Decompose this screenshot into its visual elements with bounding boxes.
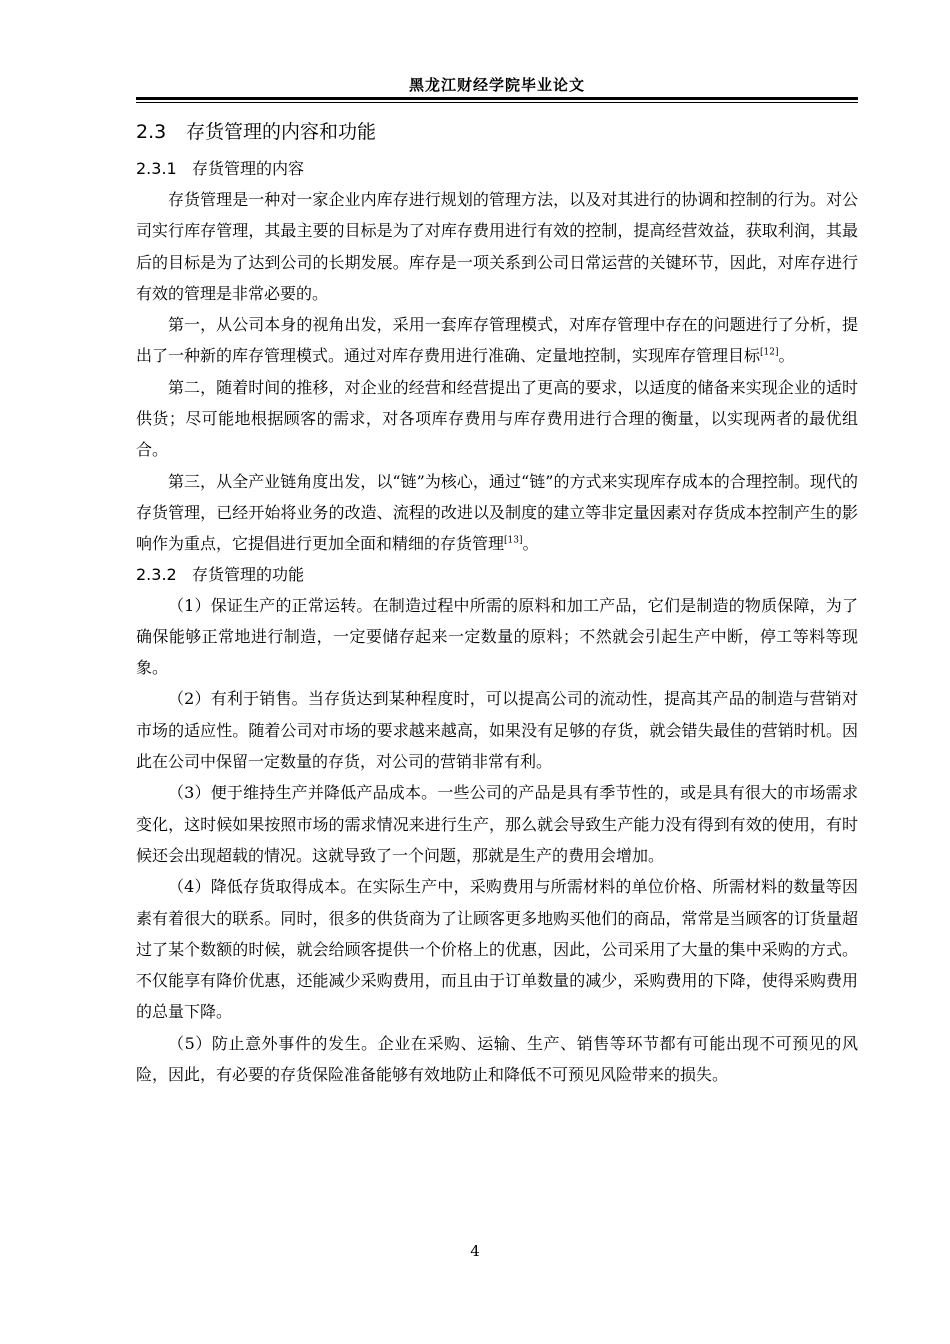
end-mark: 。: [522, 534, 539, 554]
subsection-heading-function: [136, 560, 858, 590]
paragraph-text: 第三，从全产业链角度出发，以“链”为核心，通过“链”的方式来实现库存成本的合理控制。现代的存货管理，已经开始将业务的改造、流程的改进以及制度的建立等非定量因素对存货成本控制产生的影响作为重点，它提倡进行更加全面和精细的存货管理: [136, 471, 858, 554]
citation: [13]: [504, 535, 523, 546]
running-header: 黑龙江财经学院毕业论文: [408, 76, 585, 94]
paragraph: 存货管理是一种对一家企业内库存进行规划的管理方法，以及对其进行的协调和控制的行为。对公司实行库存管理，其最主要的目标是为了对库存费用进行有效的控制，提高经营效益，获取利润，其最后的目标是为了达到公司的长期发展。库存是一项关系到公司日常运营的关键环节，因此，对库存进行有效的管理是非常必要的。: [136, 190, 858, 303]
subsection-heading-content: [136, 154, 858, 184]
paragraph: （3）便于维持生产并降低产品成本。一些公司的产品是具有季节性的，或是具有很大的市场需求变化，这时候如果按照市场的需求情况来进行生产，那么就会导致生产能力没有得到有效的使用，有时候还会出现超载的情况。这就导致了一个问题，那就是生产的费用会增加。: [136, 783, 858, 865]
subsection-number: 2.3.2: [136, 564, 177, 584]
section-number: 2.3: [136, 121, 167, 143]
section-title: 存货管理的内容和功能: [186, 121, 377, 143]
paragraph: （4）降低存货取得成本。在实际生产中，采购费用与所需材料的单位价格、所需材料的数量等因素有着很大的联系。同时，很多的供货商为了让顾客更多地购买他们的商品，常常是当顾客的订货量超过了某个数额的时候，就会给顾客提供一个价格上的优惠，因此，公司采用了大量的集中采购的方式。不仅能享有降价优惠，还能减少采购费用，而且由于订单数量的减少，采购费用的下降，使得采购费用的总量下降。: [136, 877, 858, 1022]
page-number: 4: [470, 1242, 480, 1260]
header-rule-thick: [136, 97, 858, 100]
paragraph: [136, 466, 858, 560]
paragraph: （1）保证生产的正常运转。在制造过程中所需的原料和加工产品，它们是制造的物质保障，为了确保能够正常地进行制造，一定要储存起来一定数量的原料；不然就会引起生产中断，停工等料等现象。: [136, 595, 858, 678]
subsection-title: 存货管理的内容: [192, 159, 305, 178]
paragraph: （5）防止意外事件的发生。企业在采购、运输、生产、销售等环节都有可能出现不可预见的风险，因此，有必要的存货保险准备能够有效地防止和降低不可预见风险带来的损失。: [136, 1033, 858, 1085]
section-heading: [136, 116, 858, 148]
page-body: [136, 116, 858, 1090]
subsection-title: 存货管理的功能: [192, 564, 305, 584]
paragraph: 第二，随着时间的推移，对企业的经营和经营提出了更高的要求，以适度的储备来实现企业的适时供货；尽可能地根据顾客的需求，对各项库存费用与库存费用进行合理的衡量，以实现两者的最优组合。: [136, 377, 858, 460]
header-rule-thin: [136, 102, 858, 103]
subsection-number: 2.3.1: [136, 159, 177, 178]
paragraph: [136, 309, 858, 372]
end-mark: 。: [778, 346, 795, 366]
paragraph-text: 第一，从公司本身的视角出发，采用一套库存管理模式，对库存管理中存在的问题进行了分析，提出了一种新的库存管理模式。通过对库存费用进行准确、定量地控制，实现库存管理目标: [136, 315, 858, 366]
citation: [12]: [760, 348, 779, 359]
paragraph: （2）有利于销售。当存货达到某种程度时，可以提高公司的流动性，提高其产品的制造与营销对市场的适应性。随着公司对市场的要求越来越高，如果没有足够的存货，就会错失最佳的营销时机。因此在公司中保留一定数量的存货，对公司的营销非常有利。: [136, 689, 858, 772]
